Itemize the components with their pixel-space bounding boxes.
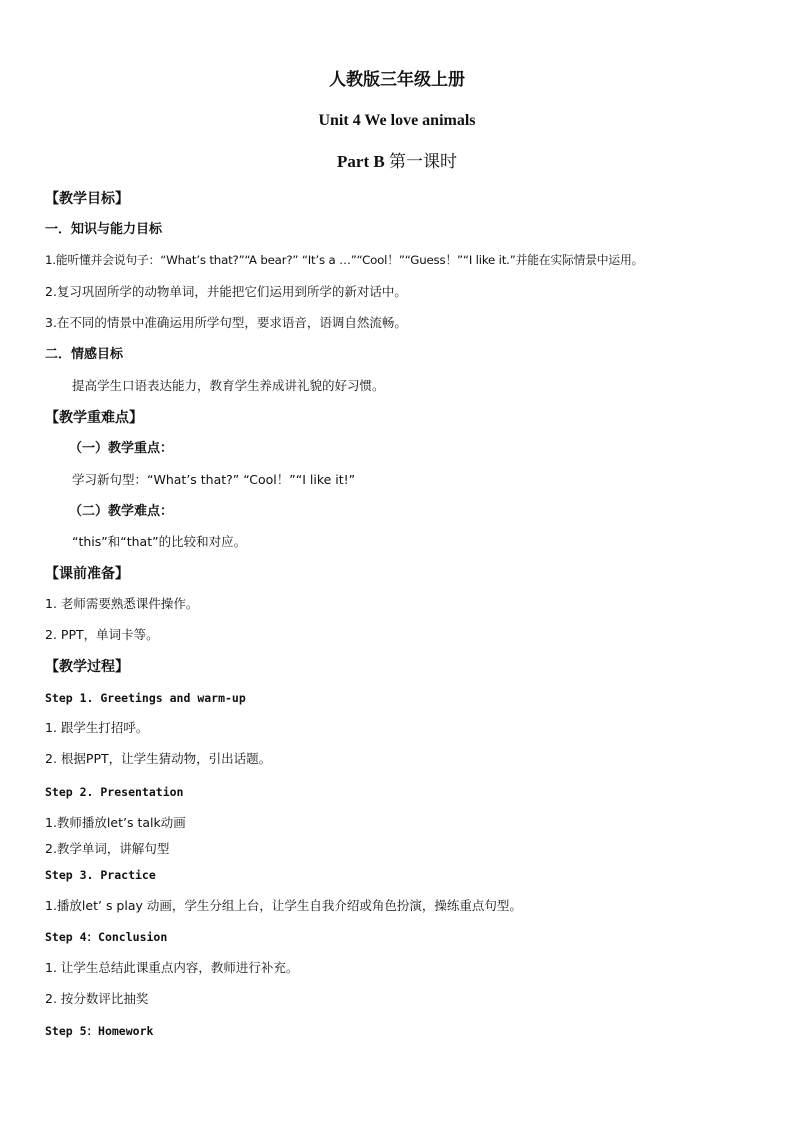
preparation-item-2: 2. PPT，单词卡等。	[45, 627, 159, 642]
difficulty-text: “this”和“that”的比较和对应。	[72, 534, 247, 549]
step-4-heading: Step 4：Conclusion	[45, 930, 168, 944]
lesson-label: 第一课时	[384, 152, 457, 171]
objectives-heading: 【教学目标】	[45, 191, 129, 207]
emotion-text: 提高学生口语表达能力，教育学生养成讲礼貌的好习惯。	[72, 378, 385, 393]
document-title: 人教版三年级上册	[329, 70, 465, 90]
step-4-item-1: 1. 让学生总结此课重点内容，教师进行补充。	[45, 960, 299, 975]
knowledge-heading: 一．知识与能力目标	[45, 222, 163, 237]
process-heading: 【教学过程】	[45, 659, 129, 675]
unit-title: Unit 4 We love animals	[318, 112, 476, 129]
difficulty-heading: （二）教学难点：	[69, 504, 174, 519]
step-2-heading: Step 2. Presentation	[45, 785, 184, 799]
step-4-item-2: 2. 按分数评比抽奖	[45, 991, 149, 1006]
objective-item-2: 2.复习巩固所学的动物单词，并能把它们运用到所学的新对话中。	[45, 284, 407, 299]
part-title	[0, 153, 794, 170]
step-1-heading: Step 1. Greetings and warm-up	[45, 691, 246, 705]
key-points-heading: 【教学重难点】	[45, 410, 143, 426]
focus-text: 学习新句型：“What’s that?” “Cool！”“I like it!”	[72, 472, 356, 487]
step-1-item-2: 2. 根据PPT，让学生猜动物，引出话题。	[45, 751, 272, 766]
step-3-item-1: 1.播放let’ s play 动画，学生分组上台，让学生自我介绍或角色扮演，操练重点句型。	[45, 898, 522, 913]
part-label: Part B	[337, 152, 385, 171]
objective-item-1: 1.能听懂并会说句子：“What’s that?”“A bear?” “It’s a …”“Cool！”“Guess！”“I like it.”并能在实际情景中运用。	[45, 253, 644, 267]
focus-heading: （一）教学重点：	[69, 441, 174, 456]
preparation-heading: 【课前准备】	[45, 566, 129, 582]
step-3-heading: Step 3. Practice	[45, 868, 156, 882]
step-5-heading: Step 5：Homework	[45, 1024, 154, 1038]
objective-item-3: 3.在不同的情景中准确运用所学句型，要求语音，语调自然流畅。	[45, 315, 407, 330]
step-2-item-2: 2.教学单词，讲解句型	[45, 841, 170, 856]
emotion-heading: 二．情感目标	[45, 347, 124, 362]
step-2-item-1: 1.教师播放let’s talk动画	[45, 815, 186, 830]
preparation-item-1: 1. 老师需要熟悉课件操作。	[45, 596, 199, 611]
step-1-item-1: 1. 跟学生打招呼。	[45, 720, 149, 735]
